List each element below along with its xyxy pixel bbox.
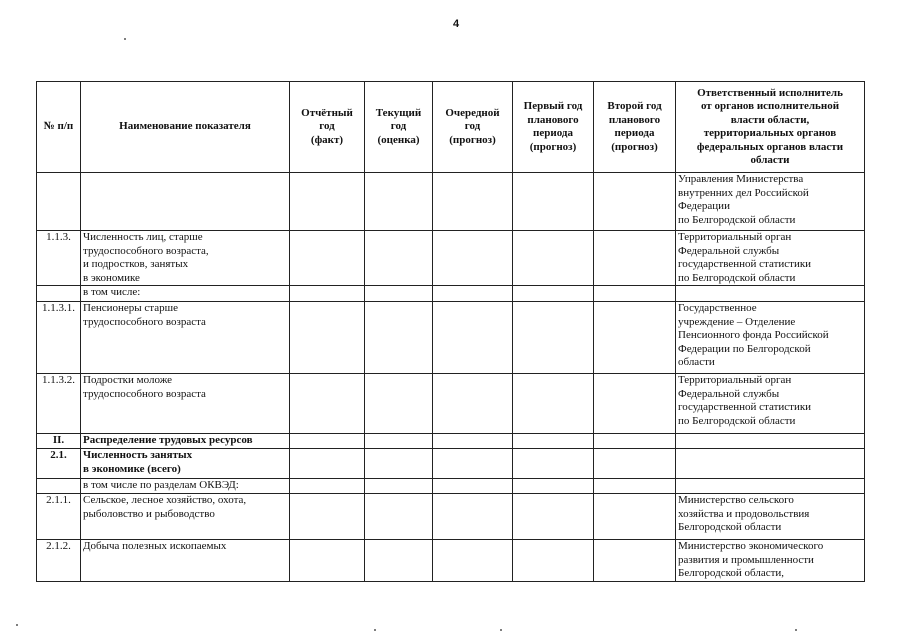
- col-header-plan-year-2: Второй год планового периода (прогноз): [594, 82, 676, 173]
- value-cell-next-year: [433, 479, 513, 494]
- col-header-report-year: Отчётный год (факт): [290, 82, 365, 173]
- value-cell-current-year: [365, 494, 433, 540]
- value-cell-current-year: [365, 302, 433, 374]
- indicator-name: Сельское, лесное хозяйство, охота, рыболовство и рыбоводство: [81, 494, 290, 540]
- value-cell-current-year: [365, 173, 433, 231]
- responsible-executor: [676, 449, 865, 479]
- indicator-name: [81, 173, 290, 231]
- row-number: 2.1.1.: [37, 494, 81, 540]
- table-row: [37, 540, 865, 582]
- col-header-name: Наименование показателя: [81, 82, 290, 173]
- table-row: [37, 449, 865, 479]
- value-cell-current-year: [365, 449, 433, 479]
- row-number: 1.1.3.1.: [37, 302, 81, 374]
- value-cell-report-year: [290, 374, 365, 434]
- value-cell-plan-year-2: [594, 434, 676, 449]
- value-cell-next-year: [433, 434, 513, 449]
- table-row: [37, 374, 865, 434]
- value-cell-plan-year-2: [594, 494, 676, 540]
- value-cell-plan-year-2: [594, 231, 676, 286]
- indicator-name: Численность лиц, старше трудоспособного возраста, и подростков, занятых в экономике: [81, 231, 290, 286]
- value-cell-next-year: [433, 449, 513, 479]
- value-cell-plan-year-1: [513, 449, 594, 479]
- value-cell-report-year: [290, 434, 365, 449]
- col-header-responsible: Ответственный исполнитель от органов исполнительной власти области, территориальных органов федеральных органов власти области: [676, 82, 865, 173]
- value-cell-plan-year-1: [513, 479, 594, 494]
- indicator-name: Пенсионеры старше трудоспособного возраста: [81, 302, 290, 374]
- indicator-name: Численность занятых в экономике (всего): [81, 449, 290, 479]
- row-number: [37, 479, 81, 494]
- table-row: [37, 173, 865, 231]
- value-cell-plan-year-2: [594, 540, 676, 582]
- scan-speck: [500, 629, 502, 631]
- row-number: II.: [37, 434, 81, 449]
- row-number: 2.1.2.: [37, 540, 81, 582]
- col-header-current-year: Текущий год (оценка): [365, 82, 433, 173]
- value-cell-plan-year-1: [513, 302, 594, 374]
- table-header-row: [37, 82, 865, 173]
- row-number: 1.1.3.2.: [37, 374, 81, 434]
- responsible-executor: [676, 434, 865, 449]
- table-row: [37, 494, 865, 540]
- responsible-executor: Территориальный орган Федеральной службы государственной статистики по Белгородской области: [676, 374, 865, 434]
- value-cell-plan-year-1: [513, 173, 594, 231]
- indicator-name: в том числе по разделам ОКВЭД:: [81, 479, 290, 494]
- value-cell-plan-year-2: [594, 302, 676, 374]
- responsible-executor: Территориальный орган Федеральной службы государственной статистики по Белгородской области: [676, 231, 865, 286]
- value-cell-current-year: [365, 231, 433, 286]
- row-number: 1.1.3.: [37, 231, 81, 286]
- value-cell-next-year: [433, 374, 513, 434]
- responsible-executor: Министерство экономического развития и промышленности Белгородской области,: [676, 540, 865, 582]
- col-header-plan-year-1: Первый год планового периода (прогноз): [513, 82, 594, 173]
- indicator-name: Подростки моложе трудоспособного возраста: [81, 374, 290, 434]
- responsible-executor: Управления Министерства внутренних дел Российской Федерации по Белгородской области: [676, 173, 865, 231]
- value-cell-report-year: [290, 231, 365, 286]
- value-cell-plan-year-1: [513, 286, 594, 302]
- col-header-next-year: Очередной год (прогноз): [433, 82, 513, 173]
- scan-speck: [16, 624, 18, 626]
- value-cell-report-year: [290, 449, 365, 479]
- col-header-num: № п/п: [37, 82, 81, 173]
- value-cell-next-year: [433, 494, 513, 540]
- value-cell-report-year: [290, 173, 365, 231]
- row-number: 2.1.: [37, 449, 81, 479]
- value-cell-next-year: [433, 231, 513, 286]
- scan-speck: [374, 629, 376, 631]
- value-cell-plan-year-1: [513, 231, 594, 286]
- value-cell-report-year: [290, 479, 365, 494]
- scan-speck: [124, 38, 126, 40]
- value-cell-current-year: [365, 374, 433, 434]
- responsible-executor: [676, 479, 865, 494]
- value-cell-plan-year-1: [513, 374, 594, 434]
- row-number: [37, 286, 81, 302]
- responsible-executor: [676, 286, 865, 302]
- value-cell-current-year: [365, 434, 433, 449]
- indicator-name: Распределение трудовых ресурсов: [81, 434, 290, 449]
- value-cell-plan-year-1: [513, 494, 594, 540]
- responsible-executor: Государственное учреждение – Отделение Пенсионного фонда Российской Федерации по Белгородской области: [676, 302, 865, 374]
- indicator-name: Добыча полезных ископаемых: [81, 540, 290, 582]
- value-cell-report-year: [290, 540, 365, 582]
- page-number: 4: [453, 18, 460, 30]
- value-cell-plan-year-2: [594, 286, 676, 302]
- table-row: [37, 231, 865, 286]
- responsible-executor: Министерство сельского хозяйства и продовольствия Белгородской области: [676, 494, 865, 540]
- table-body: [37, 173, 865, 582]
- value-cell-current-year: [365, 540, 433, 582]
- value-cell-plan-year-1: [513, 540, 594, 582]
- value-cell-plan-year-2: [594, 374, 676, 434]
- value-cell-next-year: [433, 302, 513, 374]
- indicator-name: в том числе:: [81, 286, 290, 302]
- table-row: [37, 434, 865, 449]
- value-cell-plan-year-2: [594, 479, 676, 494]
- value-cell-report-year: [290, 286, 365, 302]
- value-cell-current-year: [365, 479, 433, 494]
- table-row: [37, 302, 865, 374]
- value-cell-next-year: [433, 540, 513, 582]
- value-cell-next-year: [433, 286, 513, 302]
- scan-speck: [795, 629, 797, 631]
- value-cell-report-year: [290, 302, 365, 374]
- value-cell-plan-year-1: [513, 434, 594, 449]
- value-cell-plan-year-2: [594, 449, 676, 479]
- table-row: [37, 286, 865, 302]
- value-cell-plan-year-2: [594, 173, 676, 231]
- value-cell-report-year: [290, 494, 365, 540]
- row-number: [37, 173, 81, 231]
- value-cell-current-year: [365, 286, 433, 302]
- indicators-table: [36, 81, 865, 582]
- value-cell-next-year: [433, 173, 513, 231]
- table-row: [37, 479, 865, 494]
